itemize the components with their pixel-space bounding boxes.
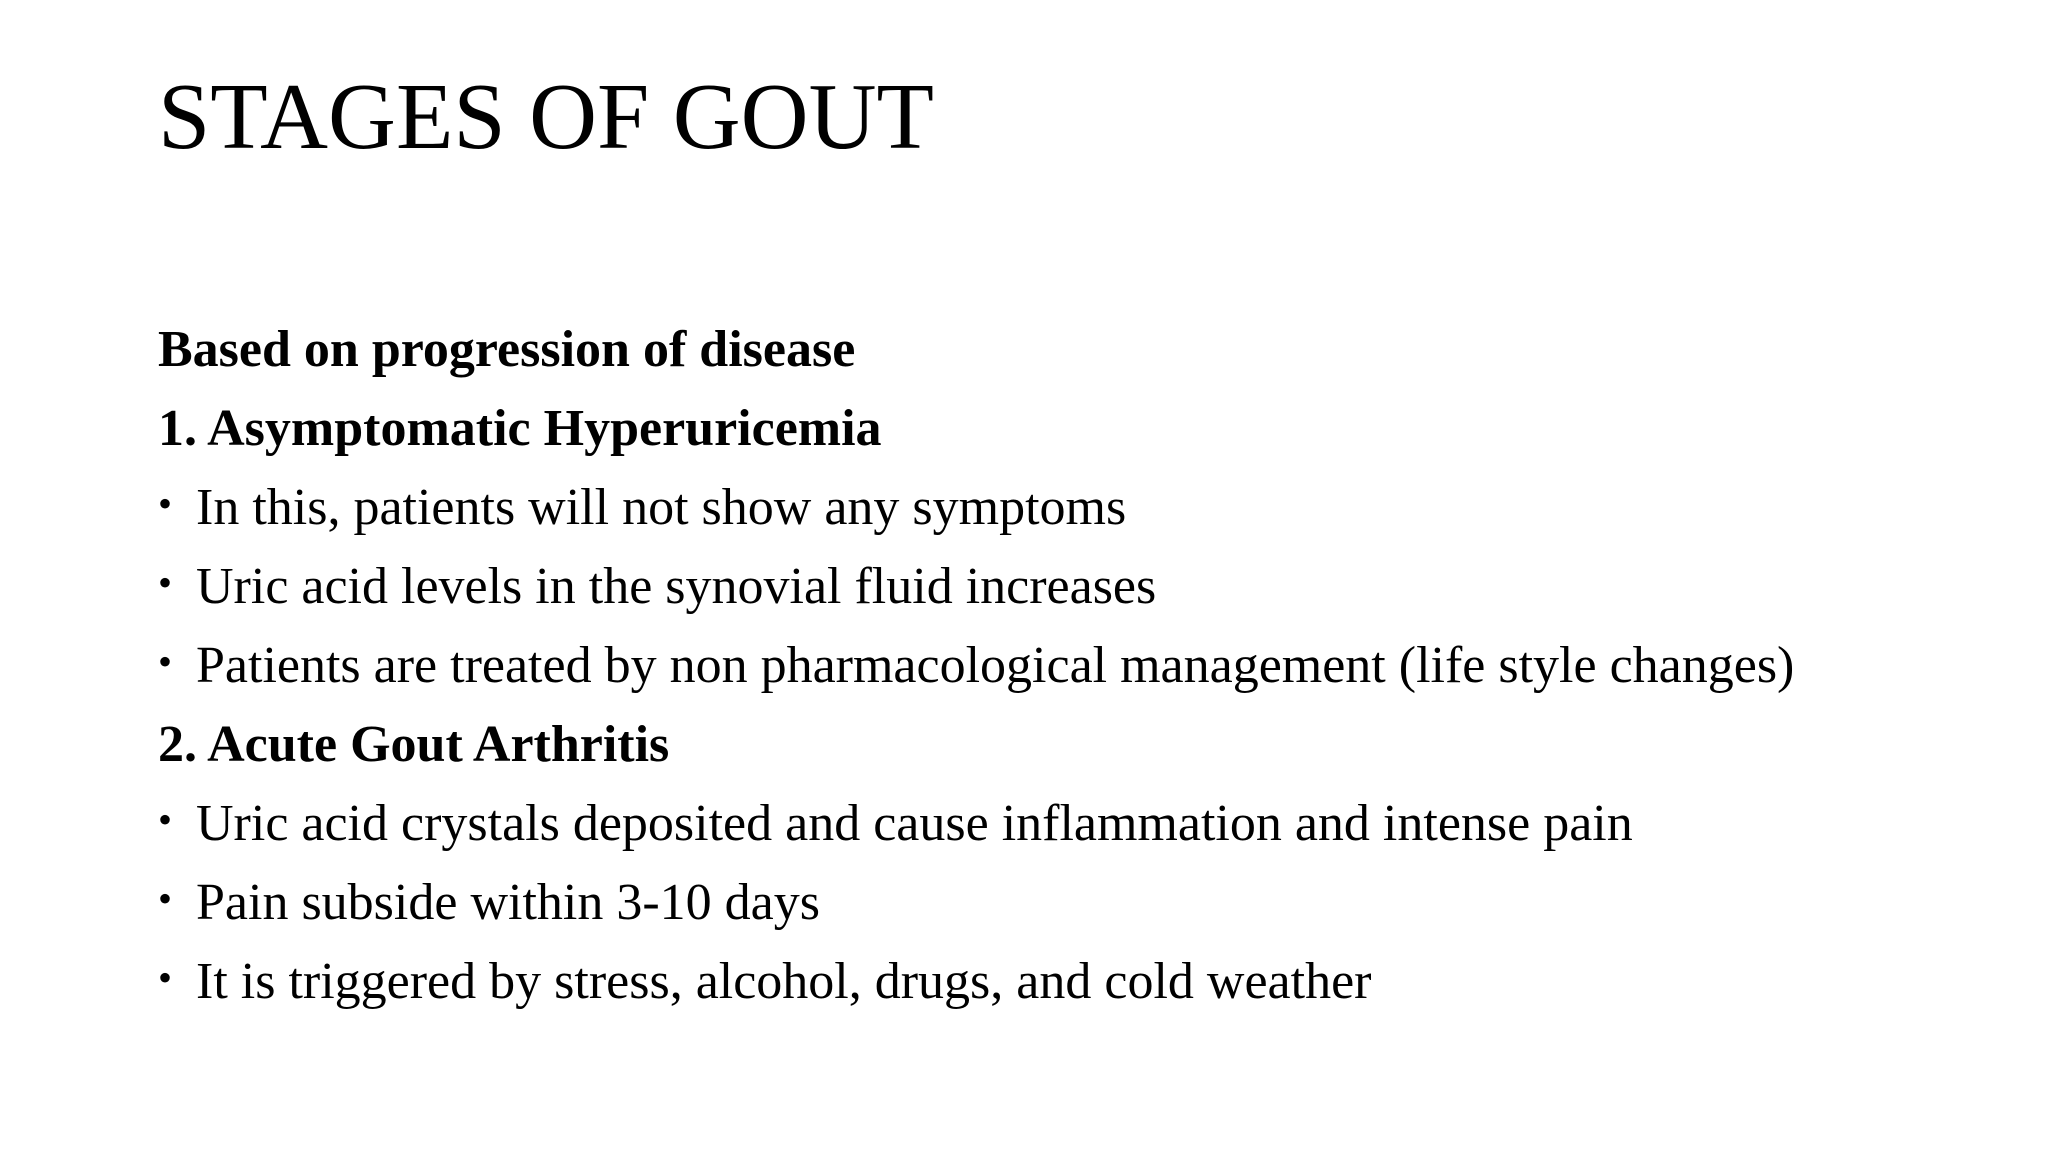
bullet-item <box>158 863 2018 942</box>
bullet-icon: • <box>158 481 173 526</box>
bullet-icon: • <box>158 639 173 684</box>
bullet-text: Uric acid crystals deposited and cause inflammation and intense pain <box>196 795 1633 852</box>
bullet-item <box>158 468 2018 547</box>
bullet-text: Uric acid levels in the synovial fluid increases <box>196 558 1157 615</box>
bullet-text: It is triggered by stress, alcohol, drugs, and cold weather <box>196 953 1372 1010</box>
bullet-icon: • <box>158 955 173 1000</box>
bullet-item <box>158 942 2018 1021</box>
bullet-icon: • <box>158 876 173 921</box>
subheading: Based on progression of disease <box>158 321 856 378</box>
bullet-icon: • <box>158 797 173 842</box>
bullet-item <box>158 626 2018 705</box>
bullet-text: Patients are treated by non pharmacological management (life style changes) <box>196 637 1795 694</box>
slide-title: STAGES OF GOUT <box>158 65 934 169</box>
bullet-icon: • <box>158 560 173 605</box>
bullet-item <box>158 547 2018 626</box>
stage-heading: 1. Asymptomatic Hyperuricemia <box>158 400 882 457</box>
bullet-text: Pain subside within 3-10 days <box>196 874 820 931</box>
bullet-item <box>158 784 2018 863</box>
stage-heading: 2. Acute Gout Arthritis <box>158 716 670 773</box>
slide-content <box>158 310 2018 1021</box>
bullet-text: In this, patients will not show any symptoms <box>196 479 1127 536</box>
